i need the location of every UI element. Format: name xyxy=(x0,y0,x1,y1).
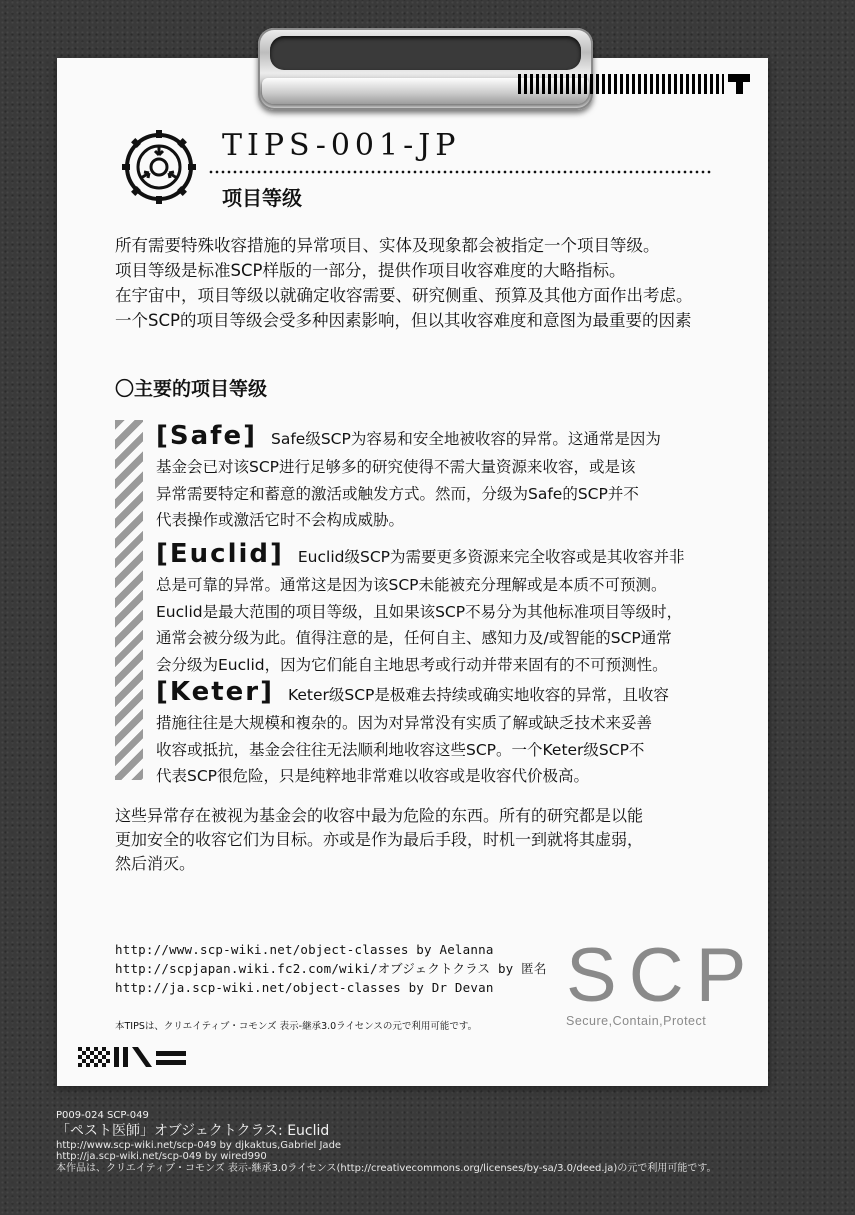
class-desc-line: Safe级SCP为容易和安全地被收容的异常。这通常是因为 xyxy=(270,430,661,448)
document-subtitle: 项目等级 xyxy=(222,186,302,210)
footer-page-ref: P009-024 SCP-049 xyxy=(56,1110,149,1121)
class-euclid xyxy=(156,536,731,678)
intro-paragraph xyxy=(115,233,755,333)
class-desc-line: 收容或抵抗，基金会往往无法顺利地收容这些SCP。一个Keter级SCP不 xyxy=(156,740,645,759)
outro-line: 这些异常存在被视为基金会的收容中最为危险的东西。所有的研究都是以能 xyxy=(115,806,644,825)
class-safe xyxy=(156,418,731,534)
hazard-stripe xyxy=(115,420,143,780)
source-links xyxy=(115,940,547,997)
page-footer xyxy=(56,1110,717,1174)
footer-credit: http://ja.scp-wiki.net/scp-049 by wired990 xyxy=(56,1151,267,1162)
class-desc-line: Keter级SCP是极难去持续或确实地收容的异常，且收容 xyxy=(287,686,669,704)
class-desc-line: 会分级为Euclid，因为它们能自主地思考或行动并带来固有的不可预测性。 xyxy=(156,655,668,674)
class-desc-line: 措施往往是大规模和複杂的。因为对异常没有实质了解或缺乏技术来妥善 xyxy=(156,714,653,732)
class-desc-line: 基金会已对该SCP进行足够多的研究使得不需大量资源来收容，或是该 xyxy=(156,458,636,476)
footer-title: 「ペスト医師」オブジェクトクラス: Euclid xyxy=(56,1122,330,1139)
class-desc-line: Euclid是最大范围的项目等级，且如果该SCP不易分为其他标准项目等级时， xyxy=(156,602,683,621)
class-desc-line: 总是可靠的异常。通常这是因为该SCP未能被充分理解或是本质不可预测。 xyxy=(156,576,667,594)
class-name: [Euclid] xyxy=(156,539,284,569)
license-note: 本TIPSは、クリエイティブ・コモンズ 表示-継承3.0ライセンスの元で利用可能です。 xyxy=(115,1021,478,1032)
decorative-mark-icon xyxy=(78,1043,190,1069)
class-desc-line: 通常会被分级为此。值得注意的是，任何自主、感知力及/或智能的SCP通常 xyxy=(156,629,672,647)
document-code: TIPS-001-JP xyxy=(222,128,461,163)
class-name: [Safe] xyxy=(156,421,257,451)
class-desc-line: 代表操作或激活它时不会构成威胁。 xyxy=(156,511,405,529)
class-name: [Keter] xyxy=(156,677,274,707)
scp-logo-icon xyxy=(120,128,198,206)
outro-paragraph xyxy=(115,804,735,876)
title-divider xyxy=(208,170,713,174)
section-heading: 〇主要的项目等级 xyxy=(115,378,268,400)
outro-line: 然后消灭。 xyxy=(115,854,196,873)
footer-credit: 本作品は、クリエイティブ・コモンズ 表示-継承3.0ライセンス(http://creativecommons.org/licenses/by-sa/3.0/deed.ja)の元で利用可能です。 xyxy=(56,1162,717,1174)
intro-line: 在宇宙中，项目等级以就确定收容需要、研究侧重、预算及其他方面作出考虑。 xyxy=(115,286,693,305)
intro-line: 一个SCP的项目等级会受多种因素影响，但以其收容难度和意图为最重要的因素 xyxy=(115,311,692,330)
scp-wordmark: SCP xyxy=(566,933,759,1018)
intro-line: 项目等级是标准SCP样版的一部分，提供作项目收容难度的大略指标。 xyxy=(115,261,626,280)
source-link: http://ja.scp-wiki.net/object-classes by Dr Devan xyxy=(115,980,494,995)
footer-credit: http://www.scp-wiki.net/scp-049 by djkaktus,Gabriel Jade xyxy=(56,1139,342,1151)
barcode-end-stem xyxy=(736,74,743,94)
source-link: http://scpjapan.wiki.fc2.com/wiki/オブジェクトクラス by 匿名 xyxy=(115,961,547,976)
outro-line: 更加安全的收容它们为目标。亦或是作为最后手段，时机一到就将其虚弱， xyxy=(115,830,644,849)
barcode xyxy=(518,74,750,94)
source-link: http://www.scp-wiki.net/object-classes by Aelanna xyxy=(115,942,494,957)
class-keter xyxy=(156,674,731,790)
intro-line: 所有需要特殊收容措施的异常项目、实体及现象都会被指定一个项目等级。 xyxy=(115,236,660,255)
scp-tagline: Secure,Contain,Protect xyxy=(566,1014,707,1028)
class-desc-line: 代表SCP很危险，只是纯粹地非常难以收容或是收容代价极高。 xyxy=(156,767,590,785)
class-desc-line: 异常需要特定和蓄意的激活或触发方式。然而，分级为Safe的SCP并不 xyxy=(156,484,639,503)
clip-opening xyxy=(270,36,581,70)
class-desc-line: Euclid级SCP为需要更多资源来完全收容或是其收容并非 xyxy=(297,548,685,566)
